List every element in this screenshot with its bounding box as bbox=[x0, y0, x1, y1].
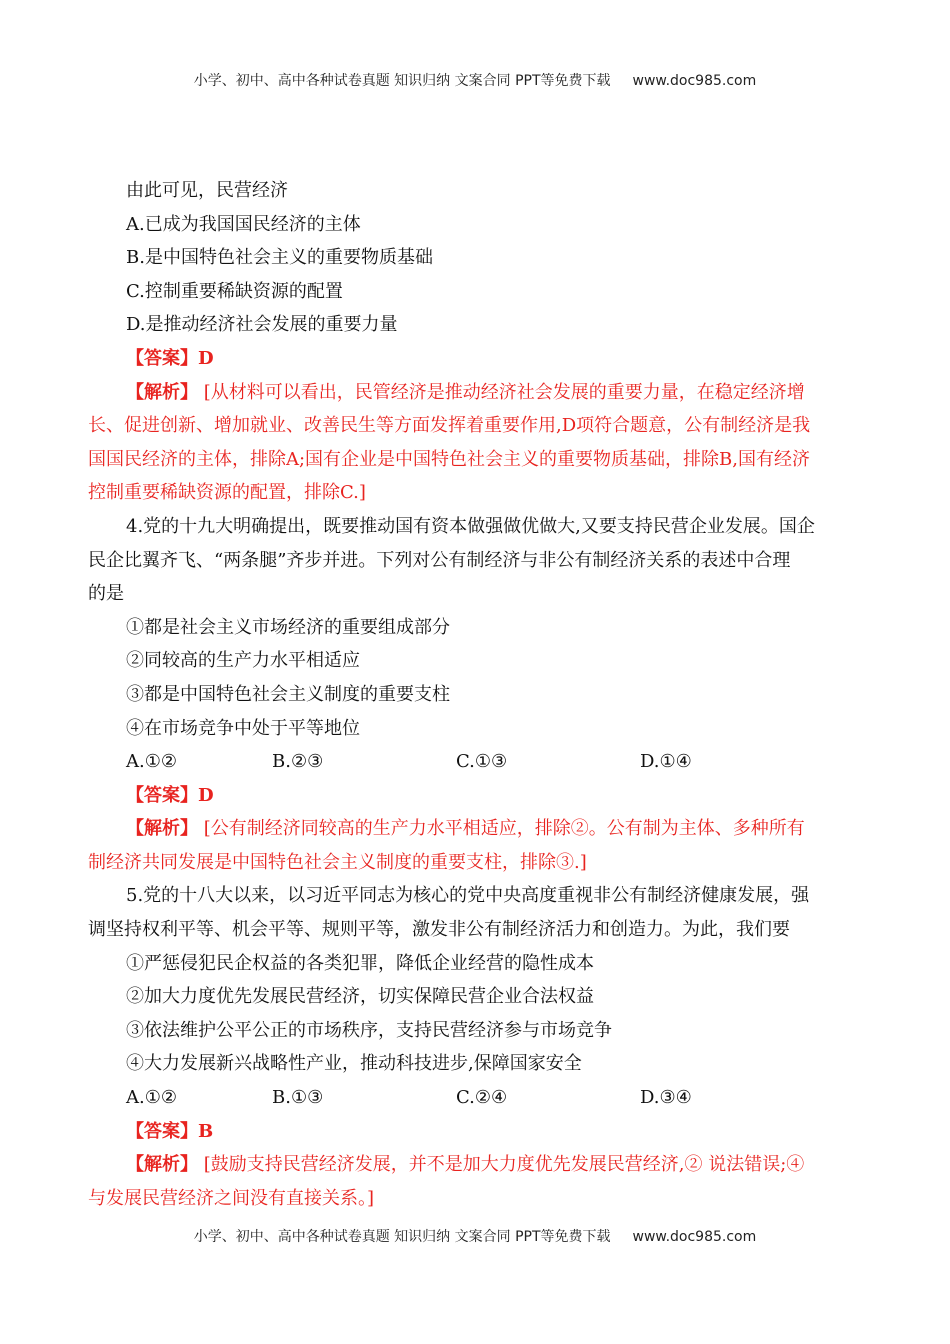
q5-analysis-label: 【解析】 bbox=[126, 1154, 198, 1176]
header-text: 小学、初中、高中各种试卷真题 知识归纳 文案合同 PPT等免费下载 bbox=[193, 73, 611, 89]
document-body bbox=[88, 174, 860, 1215]
q3-stem: 由此可见，民营经济 bbox=[126, 180, 288, 201]
q4-stem-line-3: 的是 bbox=[88, 583, 124, 605]
q5-item-3: ③依法维护公平公正的市场秩序，支持民营经济参与市场竞争 bbox=[126, 1019, 612, 1041]
q5-choices bbox=[88, 1081, 860, 1115]
q4-item-1: ①都是社会主义市场经济的重要组成部分 bbox=[126, 616, 450, 638]
q5-item-4: ④大力发展新兴战略性产业，推动科技进步,保障国家安全 bbox=[126, 1053, 582, 1075]
q3-analysis-line-3: 国国民经济的主体，排除A;国有企业是中国特色社会主义的重要物质基础，排除B,国有经济 bbox=[88, 448, 811, 470]
q4-choice-c: C.①③ bbox=[456, 751, 508, 773]
q3-option-a: A.已成为我国国民经济的主体 bbox=[126, 213, 361, 235]
q4-stem-line-2: 民企比翼齐飞、“两条腿”齐步并进。下列对公有制经济与非公有制经济关系的表述中合理 bbox=[88, 549, 791, 571]
q5-answer: 【答案】B bbox=[126, 1120, 214, 1142]
q5-item-1: ①严惩侵犯民企权益的各类犯罪，降低企业经营的隐性成本 bbox=[126, 952, 594, 974]
q4-item-3: ③都是中国特色社会主义制度的重要支柱 bbox=[126, 683, 450, 705]
q5-choice-d: D.③④ bbox=[640, 1087, 692, 1109]
q4-choice-d: D.①④ bbox=[640, 751, 692, 773]
q5-item-2: ②加大力度优先发展民营经济，切实保障民营企业合法权益 bbox=[126, 986, 594, 1008]
q4-choice-a: A.①② bbox=[126, 751, 177, 773]
q4-answer: 【答案】D bbox=[126, 784, 214, 806]
q4-choice-b: B.②③ bbox=[272, 751, 324, 773]
q4-analysis-line-2: 制经济共同发展是中国特色社会主义制度的重要支柱，排除③.] bbox=[88, 851, 587, 873]
header-url[interactable]: www.doc985.com bbox=[632, 73, 757, 89]
q3-option-b: B.是中国特色社会主义的重要物质基础 bbox=[126, 247, 433, 269]
q3-analysis-line-2: 长、促进创新、增加就业、改善民生等方面发挥着重要作用,D项符合题意，公有制经济是我 bbox=[88, 415, 811, 437]
q3-option-c: C.控制重要稀缺资源的配置 bbox=[126, 280, 343, 302]
q5-analysis-line-2: 与发展民营经济之间没有直接关系。] bbox=[88, 1187, 375, 1209]
q3-analysis-label: 【解析】 bbox=[126, 381, 198, 403]
q3-answer: 【答案】D bbox=[126, 347, 214, 369]
q4-stem-line-1: 4.党的十九大明确提出，既要推动国有资本做强做优做大,又要支持民营企业发展。国企 bbox=[126, 515, 815, 537]
q4-item-2: ②同较高的生产力水平相适应 bbox=[126, 650, 360, 672]
q5-analysis-line-1: 【解析】 [鼓励支持民营经济发展，并不是加大力度优先发展民营经济,② 说法错误;④ bbox=[126, 1154, 805, 1176]
q4-item-4: ④在市场竞争中处于平等地位 bbox=[126, 717, 360, 739]
q5-choice-a: A.①② bbox=[126, 1087, 177, 1109]
q5-choice-b: B.①③ bbox=[272, 1087, 324, 1109]
q5-choice-c: C.②④ bbox=[456, 1087, 508, 1109]
q3-analysis-line-4: 控制重要稀缺资源的配置，排除C.] bbox=[88, 482, 366, 504]
q5-stem-line-2: 调坚持权利平等、机会平等、规则平等，激发非公有制经济活力和创造力。为此，我们要 bbox=[88, 919, 790, 941]
footer-text: 小学、初中、高中各种试卷真题 知识归纳 文案合同 PPT等免费下载 bbox=[193, 1229, 611, 1245]
page-header bbox=[0, 70, 950, 90]
q4-analysis-label: 【解析】 bbox=[126, 818, 198, 840]
q4-analysis-line-1: 【解析】 [公有制经济同较高的生产力水平相适应，排除②。公有制为主体、多种所有 bbox=[126, 818, 805, 840]
q3-option-d: D.是推动经济社会发展的重要力量 bbox=[126, 314, 398, 336]
q5-stem-line-1: 5.党的十八大以来，以习近平同志为核心的党中央高度重视非公有制经济健康发展，强 bbox=[126, 885, 810, 907]
q3-analysis-line-1: 【解析】 [从材料可以看出，民管经济是推动经济社会发展的重要力量，在稳定经济增 bbox=[126, 381, 805, 403]
page-footer bbox=[0, 1226, 950, 1246]
footer-url[interactable]: www.doc985.com bbox=[632, 1229, 757, 1245]
q4-choices bbox=[88, 745, 860, 779]
